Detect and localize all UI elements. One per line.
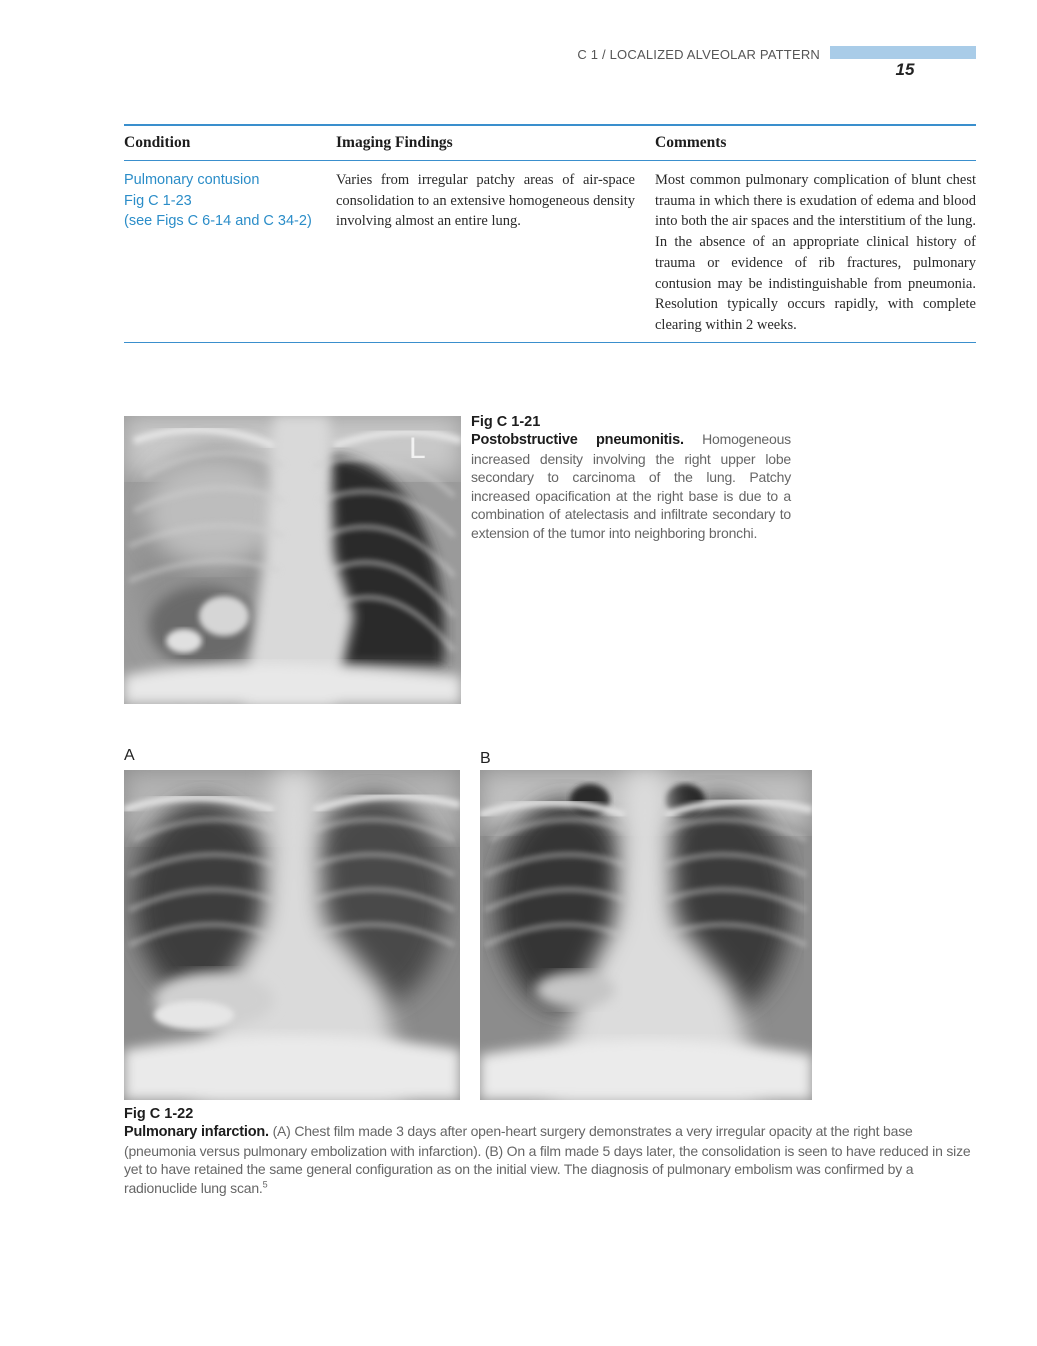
fig22-title: Pulmonary infarction.: [124, 1124, 269, 1140]
fig22-caption: [124, 1106, 976, 1197]
running-head: C 1 / LOCALIZED ALVEOLAR PATTERN: [577, 47, 820, 62]
fig22-label: Fig C 1-22: [124, 1106, 194, 1122]
panel-a-label: A: [124, 747, 135, 764]
page-number: 15: [895, 60, 915, 79]
table-row: [124, 161, 976, 342]
fig22b-chest-xray-image: [480, 770, 812, 1100]
fig21-title: Postobstructive pneumonitis.: [471, 432, 684, 448]
reference-superscript[interactable]: 5: [262, 1179, 268, 1190]
column-header-comments: Comments: [655, 133, 727, 151]
comments-cell: Most common pulmonary complication of blunt chest trauma in which there is exudation of edema and blood into both the air spaces and the interstitium of the lung. In the absence of an appropriate clinical history of trauma or evidence of rib fractures, pulmonary contusion may be indistinguishable from pneumonia. Resolution typically occurs rapidly, with complete clearing within 2 weeks.: [655, 172, 976, 333]
fig22-text: (A) Chest film made 3 days after open-heart surgery demonstrates a very irregular opacity at the right base (pneumonia versus pulmonary embolization with infarction). (B) On a film made 5 days later, the consolidation is seen to have reduced in size yet to have retained the same general configuration as on the initial view. The diagnosis of pulmonary embolism was confirmed by a radionuclide lung scan.: [124, 1123, 971, 1196]
fig21-caption: [471, 414, 791, 543]
figure-link[interactable]: Fig C 1-23: [124, 192, 192, 209]
condition-cell: [124, 170, 336, 336]
see-also-figures-link[interactable]: (see Figs C 6-14 and C 34-2): [124, 213, 312, 230]
image-side-marker: L: [409, 432, 426, 465]
imaging-findings-cell: Varies from irregular patchy areas of air-space consolidation to an extensive homogeneous density involving almost an entire lung.: [336, 172, 635, 230]
running-head-color-bar: [830, 46, 976, 59]
fig21-chest-xray-image: [124, 416, 461, 704]
column-header-condition: Condition: [124, 133, 191, 151]
table-header-row: [124, 126, 976, 160]
fig21-text: Homogeneous increased density involving the right upper lobe secondary to carcinoma of the lung. Patchy increased opacification at the right base is due to a combination of atelectasis and infiltrate secondary to extension of the tumor into neighboring bronchi.: [471, 431, 791, 541]
conditions-table: [124, 124, 976, 343]
table-bottom-rule: [124, 342, 976, 344]
fig21-label: Fig C 1-21: [471, 414, 541, 430]
condition-name: Pulmonary contusion: [124, 172, 260, 188]
panel-b-label: B: [480, 750, 491, 767]
fig22a-chest-xray-image: [124, 770, 460, 1100]
column-header-imaging-findings: Imaging Findings: [336, 133, 453, 151]
